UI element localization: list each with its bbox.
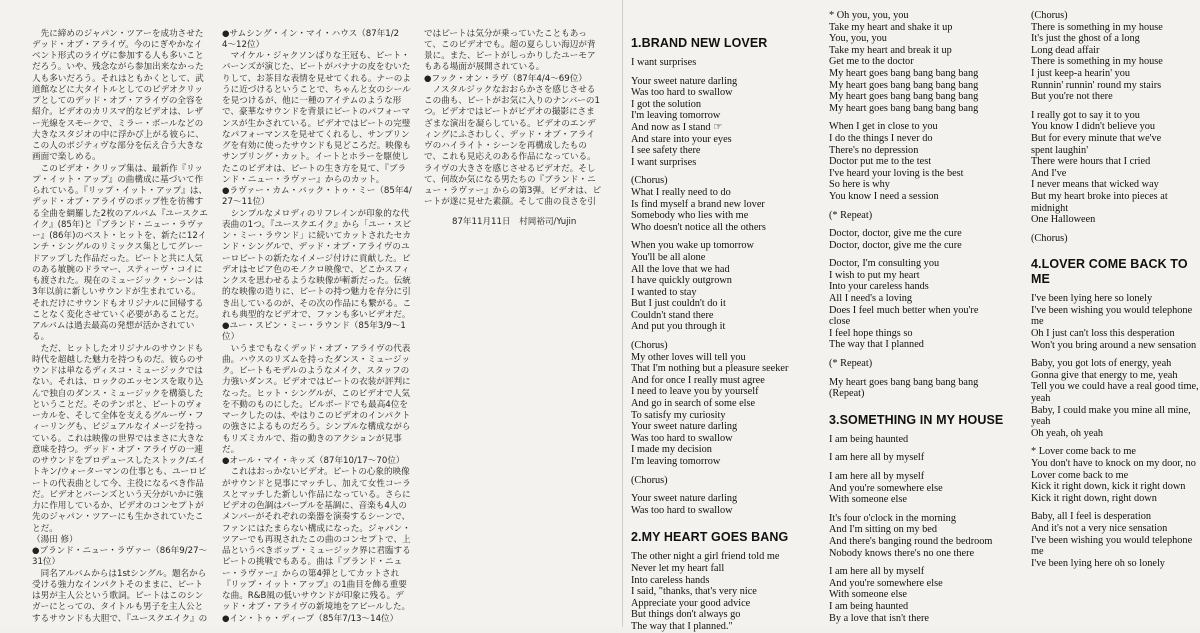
- lyric-line: Couldn't stand there: [631, 309, 714, 321]
- lyric-line: * Oh you, you, you: [829, 10, 909, 21]
- lyric-line: Get me to the doctor: [829, 56, 914, 68]
- lyric-line: (Chorus): [631, 340, 668, 352]
- lyrics-column-2: [829, 10, 1024, 624]
- lyric-line: I see safety there: [631, 145, 701, 157]
- fold-line: [622, 0, 623, 627]
- song-title: 2.MY HEART GOES BANG: [631, 530, 789, 545]
- lyric-line: And you're somewhere else: [829, 482, 943, 494]
- lyric-line: There is something in my house: [1031, 56, 1163, 68]
- lyric-line: So here is why: [829, 179, 890, 191]
- lyric-line: My other loves will tell you: [631, 351, 746, 363]
- lyric-line: I never means that wicked way: [1031, 179, 1159, 191]
- lyric-line: I've been lying here so lonely: [1031, 293, 1153, 305]
- lyric-line: And I'm sitting on my bed: [829, 524, 937, 536]
- lyric-line: Long dead affair: [1031, 44, 1100, 56]
- lyric-line: [1031, 504, 1196, 511]
- lyric-line: [1031, 439, 1196, 446]
- lyric-line: [631, 168, 821, 175]
- lyric-line: Won't you bring around a new sensation: [1031, 339, 1197, 351]
- lyric-line: Gonna give that energy to me, yeah: [1031, 369, 1178, 381]
- lyric-line: And it's not a very nice sensation: [1031, 522, 1168, 534]
- lyric-line: And there's banging round the bedroom: [829, 535, 993, 547]
- lyric-line: All I need's a loving: [829, 293, 913, 305]
- song-lyrics: [1031, 10, 1196, 244]
- lyric-line: Appreciate your good advice: [631, 597, 751, 609]
- lyric-line: But you're not there: [1031, 91, 1113, 103]
- lyric-line: [631, 486, 821, 493]
- song-lyrics: [1031, 293, 1199, 569]
- lyric-line: That I'm nothing but a pleasure seeker: [631, 363, 789, 375]
- lyric-line: midnight: [1031, 202, 1069, 214]
- lyric-line: The way that I planned.": [631, 620, 733, 632]
- lyric-line: [829, 114, 1024, 121]
- lyric-line: Runnin' runnin' round my stairs: [1031, 79, 1162, 91]
- lyric-line: My heart goes bang bang bang bang: [829, 79, 979, 91]
- lyric-line: (* Repeat): [829, 209, 873, 221]
- lyric-line: And put you through it: [631, 321, 726, 333]
- lyric-line: You don't have to knock on my door, no: [1031, 458, 1196, 469]
- lyric-line: Nobody knows there's no one there: [829, 547, 975, 559]
- lyric-line: [829, 251, 1024, 258]
- lyric-line: To satisfy my curiosity: [631, 409, 726, 421]
- lyric-line: I need to leave you by yourself: [631, 386, 759, 398]
- lyric-line: And stare into your eyes: [631, 133, 732, 145]
- japanese-column-2: [222, 6, 412, 624]
- lyric-line: [829, 445, 1024, 452]
- lyric-line: (Chorus): [631, 474, 668, 486]
- lyric-line: (* Repeat): [829, 358, 873, 370]
- lyric-line: Is find myself a brand new lover: [631, 198, 765, 210]
- song-title: 4.LOVER COME BACK TO ME: [1031, 257, 1188, 287]
- lyric-line: My heart goes bang bang bang bang: [829, 102, 979, 114]
- japanese-paragraph: ではピートは気分が乗っていたこともあって、このビデオでも。超の夏らしい海辺が背景に。また、ピートがしっかりしたユーモアもある場面が展開されている。 ●フック・オン・ラヴ（87年4/4〜69位） ノスタルジックなおおらかさを感じさせるこの曲も、ピートがお気に入りのナンバーの1つ。ビデオではピートがビデオの撮影にさまざまな演出を凝らしている。ビデオのエンディングにふさわしく、デッド・オブ・アライヴのハイライト・シーンを再構成したもので、これも見応えのある作品になっている。ライヴの大きさを感じさせるビデオだ。そして、何故か気になる男たちの『ブランド・ニュー・ラヴァー』からの第3弾。ビデオは、ピートが遂に見せた素顔。そして曲の良さを引: [424, 28, 602, 206]
- lyric-line: One Halloween: [1031, 214, 1096, 226]
- lyric-line: There were hours that I cried: [1031, 156, 1151, 168]
- lyric-line: I wish to put my heart: [829, 269, 920, 281]
- lyric-line: I'm leaving tomorrow: [631, 456, 721, 467]
- lyric-line: I am being haunted: [829, 433, 909, 445]
- lyric-line: yeah: [1031, 416, 1051, 428]
- lyrics-column-3: [1031, 10, 1199, 569]
- lyric-line: Was too hard to swallow: [631, 504, 733, 516]
- lyric-line: Doctor, doctor, give me the cure: [829, 239, 962, 251]
- lyric-line: And I've: [1031, 167, 1067, 179]
- lyric-line: What I really need to do: [631, 186, 731, 198]
- author-signature: 87年11月11日 村岡裕司/Yujin: [452, 217, 577, 227]
- lyric-line: Doctor, I'm consulting you: [829, 258, 940, 270]
- lyric-line: You'll be all alone: [631, 251, 706, 263]
- lyric-line: I just keep-a hearin' you: [1031, 67, 1131, 79]
- lyric-line: (Chorus): [1031, 10, 1068, 21]
- lyric-line: (Chorus): [1031, 232, 1068, 244]
- lyric-line: You, you, you: [829, 33, 887, 45]
- lyric-line: With someone else: [829, 589, 907, 601]
- song-lyrics: [631, 57, 821, 516]
- lyric-line: [631, 69, 821, 76]
- lyric-line: I've been lying here oh so lonely: [1031, 557, 1165, 569]
- lyric-line: I want surprises: [631, 156, 697, 168]
- lyric-line: I do the things I never do: [829, 132, 933, 144]
- lyric-line: [1031, 351, 1196, 358]
- lyric-line: Baby, you got lots of energy, yeah: [1031, 358, 1172, 370]
- lyric-line: (Chorus): [631, 175, 668, 187]
- lyric-line: [829, 370, 1024, 377]
- lyric-line: I am here all by myself: [829, 566, 925, 578]
- lyric-line: spent laughin': [1031, 144, 1089, 156]
- song-lyrics: [631, 551, 821, 632]
- lyric-line: I've been wishing you would telephone: [1031, 534, 1193, 546]
- lyric-line: I wanted to stay: [631, 286, 697, 298]
- lyric-line: [1031, 103, 1196, 110]
- lyric-line: I got the solution: [631, 98, 702, 110]
- lyric-line: [631, 233, 821, 240]
- lyric-line: I said, "thanks, that's very nice: [631, 586, 757, 598]
- lyric-line: Baby, I could make you mine all mine,: [1031, 404, 1191, 416]
- lyric-line: Kick it right down, kick it right down: [1031, 481, 1186, 493]
- lyric-line: And go in search of some else: [631, 398, 756, 410]
- lyric-line: me: [1031, 316, 1044, 328]
- lyric-line: Does I feel much better when you're: [829, 304, 979, 316]
- lyric-line: The way that I planned: [829, 339, 924, 351]
- song-lyrics: [829, 434, 1024, 624]
- lyric-line: My heart goes bang bang bang bang: [829, 91, 979, 103]
- lyric-line: I am here all by myself: [829, 452, 925, 464]
- lyric-line: But I just couldn't do it: [631, 298, 726, 310]
- lyric-line: I've heard your loving is the best: [829, 167, 964, 179]
- lyric-line: I've been wishing you would telephone: [1031, 304, 1193, 316]
- japanese-paragraph: ●サムシング・イン・マイ・ハウス（87年1/24〜12位） マイケル・ジャクソンばりな王冠も、ピート・バーンズが演じた、ピートがバナナの皮をむいたりして、お茶目な表情を見せてくれる。ナーのように近づけるということで、ちゃんと女のシールを見つけるが、他に一種のアイテムのような形で、豪華なサウンドを背景にピートのパフォーマンスが生かされている。ビデオではピートの完璧なパフォーマンスを見せてくれるし、サンプリングを有効に使ったサウンドも見どころだ。映像もサンプリング・カット。イートとホラーを駆使したこのビデオは、ピートの生き方を見て、『ブランド・ニュー・ラヴァー』からのカット。 ●ラヴァー・カム・バック・トゥ・ミー（85年4/27〜11位） シンプルなメロディのリフレインが印象的な代表曲の1つ。『ユースクエイク』から「ユー・スピン・ミー・ラウンド」に続いてカットされたセカンド・シングルで、デッド・オブ・アライヴのユーロビートの新たなイメージ付けに貢献した。ビデオはセピア色のモノクロ映像で、どこかスフィンクスを思わせるような映像が斬新だった。伝統的な映像の造りに、ピートの持つ魅力を存分に引き出しているのが、その次の作品にも繋がる。これも典型的なビデオで、ファンも多いビデオだ。 ●ユー・スピン・ミー・ラウンド（85年3/9〜1位） いうまでもなくデッド・オブ・アライヴの代表曲。ハウスのリズムを持ったダンス・ミュージック。ビートもモデルのようなメイク、スタッフの力強いダンス。ビデオではピートの衣装が評判になった。ヒット・シングルが、このビデオで人気を不動のものにした。ビルボードでも最高4位をマークしたのは、やはりこのビデオのインパクトの強さによるものだろう。シンプルな構成ながらもリズミカルで、指の動きのアクションが見事だ。 ●オール・マイ・キッズ（87年10/17〜70位） これはおっかないビデオ。ピートの心象的映像がサウンドと見事にマッチし、加えて女性コーラスとマッチした新しい作品になっている。さらにビデオの色調はパープルを基調に、音楽も4人のメンバーがそれぞれの楽器を演奏するシーンで、ファンにはたまらない構成になった。ジャパン・ツアーでも再現されたこの曲のコンセプトで、上品というべきポップ・ミュージック界に君臨するピートの挑戦でもある。曲は『ブランド・ニュー・ラヴァー』からの第4弾としてカットされ『リップ・イット・アップ』の1曲目を飾る重要な曲。R&B風の低いサウンドが印象に残る。デッド・オブ・アライヴの新境地をアピールした。 ●イン・トゥ・ディープ（85年7/13〜14位）: [222, 28, 412, 624]
- lyric-line: [829, 464, 1024, 471]
- lyric-line: I feel hope things so: [829, 327, 913, 339]
- lyric-line: It's just the ghost of a long: [1031, 33, 1140, 45]
- lyric-line: And now as I stand ☞: [631, 121, 723, 133]
- lyric-line: I really got to say it to you: [1031, 109, 1140, 121]
- lyric-line: Who doesn't notice all the others: [631, 221, 766, 233]
- lyric-line: (Repeat): [829, 388, 865, 400]
- lyric-line: All the love that we had: [631, 263, 730, 275]
- lyric-line: [631, 333, 821, 340]
- lyric-line: [829, 221, 1024, 228]
- lyric-line: There's no depression: [829, 144, 919, 156]
- lyric-line: [829, 506, 1024, 513]
- lyric-line: close: [829, 316, 851, 328]
- lyric-line: I want surprises: [631, 57, 697, 68]
- lyric-line: Somebody who lies with me: [631, 210, 749, 222]
- song-title: 3.SOMETHING IN MY HOUSE: [829, 412, 1004, 427]
- lyric-line: It's four o'clock in the morning: [829, 512, 956, 524]
- lyric-line: When you wake up tomorrow: [631, 240, 754, 252]
- lyric-line: Baby, all I feel is desperation: [1031, 511, 1151, 523]
- japanese-column-3: [424, 6, 602, 206]
- lyric-line: And for once I really must agree: [631, 374, 765, 386]
- lyric-line: By a love that isn't there: [829, 612, 929, 624]
- lyric-line: But my heart broke into pieces at: [1031, 190, 1168, 202]
- lyric-line: You know I didn't believe you: [1031, 121, 1156, 133]
- lyric-line: [829, 203, 1024, 210]
- lyric-line: Doctor put me to the test: [829, 156, 932, 168]
- lyric-line: Never let my heart fall: [631, 562, 725, 574]
- lyric-line: Take my heart and shake it up: [829, 21, 953, 33]
- lyric-line: There is something in my house: [1031, 21, 1163, 33]
- lyric-line: Tell you we could have a real good time,: [1031, 381, 1199, 393]
- lyric-line: Lover come back to me: [1031, 469, 1129, 481]
- lyric-line: Take my heart and break it up: [829, 44, 952, 56]
- japanese-paragraph: 先に締めのジャパン・ツアーを成功させたデッド・オブ・アライヴ。今のにぎやかなイベント形式のライヴに参加する人も多いことだろう。いや、残念ながら参加出来なかった人も多いだろう。それはともかくとして、武道館などに大タイトルとしてのビデオクリップとしてのデッド・オブ・アライヴの全容を紹介。ビデオのカリスマ的なビデオは、レザー光線をスモークで、ミラー・ボールなどの大きなスタジオの中に浮かび上がる彼らに、この人のポジティヴな部分を伝え合う大きな画面で楽しめる。 このビデオ・クリップ集は、最新作『リップ・イット・アップ』の曲構成に基づいて作られている。『リップ・イット・アップ』は、デッド・オブ・アライヴのポップ性を彷彿する全曲を網羅した2枚のアルバム『ユースクエイク』(85年)と『ブランド・ニュー・ラヴァー』(86年)のベスト・ヒットを、新たに12インチ・シングルのリミックス集としてグレードアップした作品だった。ピートと共に人気のある敏腕のドラマー、スティーヴ・コイにも渡された。現在のミュージック・シーンは3年以前に新しいサウンドが生まれている。それだけにサウンドもオリジナルに回帰することなく変化させていく必要があることだ。アルバムは過去最高の発想が活かされている。 ただ、ヒットしたオリジナルのサウンドも時代を超越した魅力を持つものだ。彼らのサウンドは単なるディスコ・ミュージックではない。それは、ロックのエッセンスを取り込んで独自のダンス・ミュージックを構築したということだ。そのテンポと、ピートのヴォーカルを、そして全体を支えるグルーヴ・フィーリングも、ビジュアルなイメージを持っている。これは映像の世界ではまさに大きな意味を持つ。デッド・オブ・アライヴの一連のサウンドをプロデュースしたストック/エイトキン/ウォーターマンの仕事とも、ユーロビートの代表曲として今、主役になるべき作品だ。ビデオとバーンズという天分がいかに強力に作用しているか、ビデオのコンセプトが先のジャパン・ツアーにも生かされていたことだ。 （湯田 修） ●ブランド・ニュー・ラヴァー（86年9/27〜31位） 同名アルバムからは1stシングル。題名から受ける強力なインパクトそのままに、ピートは男が主人公という歌詞。ピートはこのシンガーにとっての、タイトルも男子を主人公とするサウンドも大胆で、『ユースクエイク』の: [32, 28, 208, 624]
- lyric-line: But things don't always go: [631, 609, 741, 621]
- lyrics-column-1: [631, 36, 821, 633]
- lyric-line: Oh yeah, oh yeah: [1031, 427, 1104, 439]
- lyric-line: And you're somewhere else: [829, 577, 943, 589]
- lyric-line: Was too hard to swallow: [631, 432, 733, 444]
- lyric-line: I have quickly outgrown: [631, 275, 732, 287]
- lyric-line: My heart goes bang bang bang bang: [829, 376, 979, 388]
- lyric-line: You know I need a session: [829, 190, 939, 202]
- lyric-line: [1031, 226, 1196, 233]
- song-title: 1.BRAND NEW LOVER: [631, 36, 768, 50]
- lyric-line: When I get in close to you: [829, 121, 938, 133]
- lyric-line: Oh I just can't loss this desperation: [1031, 328, 1175, 340]
- lyric-line: Doctor, doctor, give me the cure: [829, 228, 962, 240]
- lyric-line: [631, 468, 821, 475]
- lyric-line: me: [1031, 546, 1044, 558]
- lyric-line: Into careless hands: [631, 574, 710, 586]
- lyric-line: I'm leaving tomorrow: [631, 110, 721, 122]
- japanese-column-1: [32, 6, 208, 624]
- lyric-line: I am here all by myself: [829, 471, 925, 482]
- lyric-line: The other night a girl friend told me: [631, 551, 780, 563]
- lyric-line: [829, 559, 1024, 566]
- lyric-line: I am being haunted: [829, 600, 909, 612]
- lyric-line: Was too hard to swallow: [631, 87, 733, 99]
- lyric-line: I made my decision: [631, 444, 712, 456]
- lyric-line: Into your careless hands: [829, 281, 929, 293]
- lyric-line: But for every minute that we've: [1031, 132, 1162, 144]
- lyric-line: * Lover come back to me: [1031, 446, 1136, 458]
- lyric-line: Your sweet nature darling: [631, 421, 738, 433]
- lyric-line: My heart goes bang bang bang bang: [829, 67, 979, 79]
- lyric-line: Kick it right down, right down: [1031, 492, 1157, 504]
- lyric-line: Your sweet nature darling: [631, 75, 738, 87]
- lyric-line: Your sweet nature darling: [631, 493, 738, 505]
- lyric-line: [829, 351, 1024, 358]
- song-lyrics: [829, 10, 1024, 400]
- lyric-line: yeah: [1031, 393, 1051, 405]
- lyric-line: With someone else: [829, 494, 907, 506]
